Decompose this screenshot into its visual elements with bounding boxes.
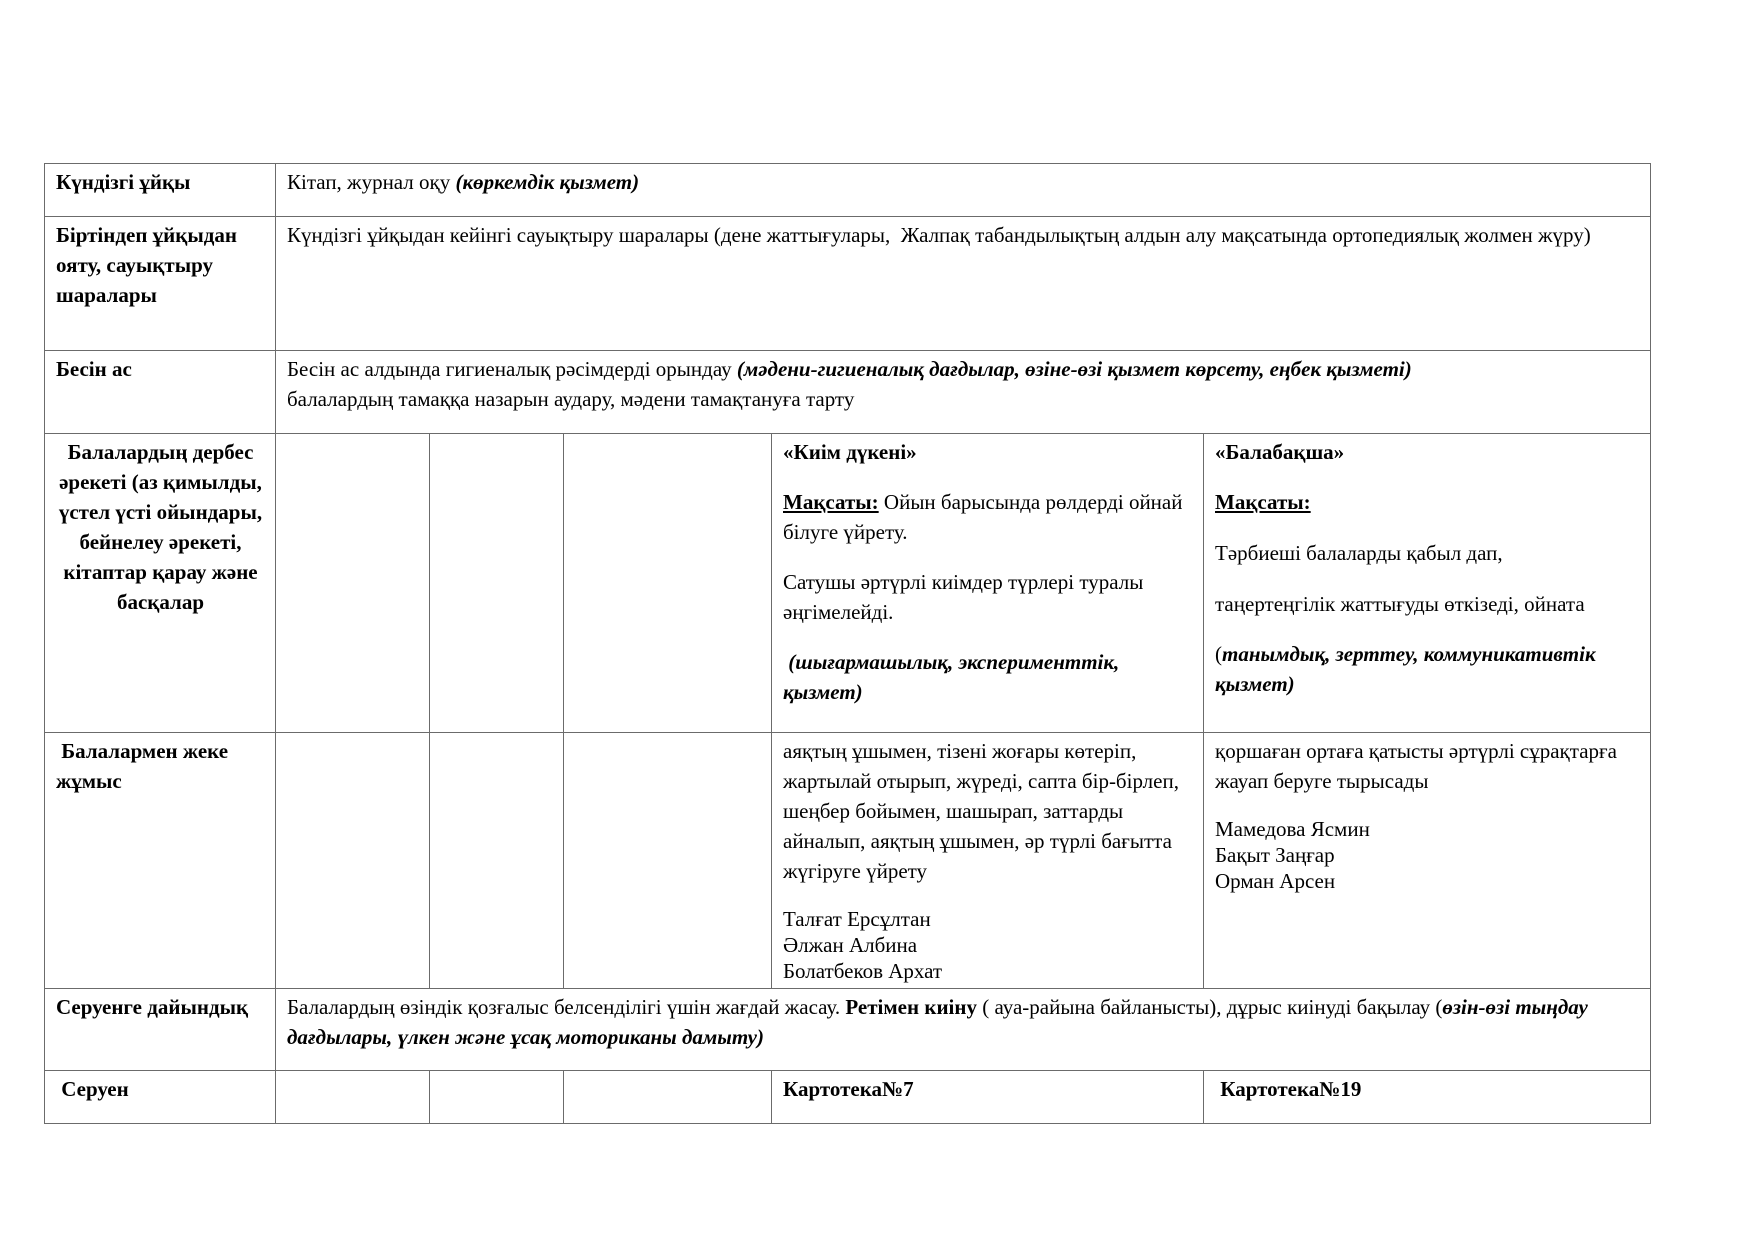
row-label-nap: Күндізгі ұйқы [45, 164, 276, 217]
row-nap [45, 164, 1651, 217]
individual-cell-2 [276, 733, 430, 989]
walk-cell-3 [430, 1071, 564, 1124]
kindergarten-emphasis [1215, 639, 1640, 699]
kindergarten-goal [1215, 487, 1640, 517]
child-name: Әлжан Албина [783, 933, 918, 957]
snack-text: Бесін ас алдында гигиеналық рәсімдерді орындау [287, 357, 737, 381]
independent-cell-5 [772, 434, 1204, 733]
row-independent [45, 434, 1651, 733]
child-name: Бақыт Заңғар [1215, 843, 1335, 867]
row-label-individual: Балалармен жеке жұмыс [45, 733, 276, 989]
individual-cell-5 [772, 733, 1204, 989]
independent-cell-4 [564, 434, 772, 733]
individual-task-2: қоршаған ортаға қатысты әртүрлі сұрақтарға жауап беруге тырысады [1215, 739, 1617, 793]
kindergarten-desc-1: Тәрбиеші балаларды қабыл дап, [1215, 541, 1503, 565]
goal-label: Мақсаты: [783, 490, 879, 514]
prep-text: Балалардың өзіндік қозғалыс белсенділігі үшін жағдай жасау. [287, 995, 846, 1019]
game-title-kindergarten: «Балабақша» [1215, 440, 1345, 464]
row-label-wake: Біртіндеп ұйқыдан ояту, сауықтыру шаралары [45, 217, 276, 351]
snack-emphasis: (мәдени-гигиеналық дағдылар, өзіне-өзі қызмет көрсету, еңбек қызметі) [736, 357, 1412, 381]
name-list-1 [783, 906, 1193, 984]
walk-cell-2 [276, 1071, 430, 1124]
walk-cell-4 [564, 1071, 772, 1124]
row-individual [45, 733, 1651, 989]
game-title-clothing-store: «Киім дүкені» [783, 440, 917, 464]
snack-content [276, 351, 1651, 434]
nap-text: Кітап, журнал оқу [287, 170, 456, 194]
wake-content: Күндізгі ұйқыдан кейінгі сауықтыру шаралары (дене жаттығулары, Жалпақ табандылықтың алдын алу мақсатында ортопедиялық жолмен жүру) [276, 217, 1651, 351]
kindergarten-emph-text: танымдық, зерттеу, коммуникативтік қызмет) [1215, 642, 1596, 696]
prep-text-2: ( ауа-райына байланысты), дұрыс киінуді бақылау ( [976, 995, 1443, 1019]
goal-label: Мақсаты: [1215, 490, 1311, 514]
kindergarten-desc-2: таңертеңгілік жаттығуды өткізеді, ойната [1215, 592, 1585, 616]
independent-cell-3 [430, 434, 564, 733]
individual-cell-4 [564, 733, 772, 989]
individual-task-1: аяқтың ұшымен, тізені жоғары көтеріп, жартылай отырып, жүреді, сапта бір-бірлеп, шеңбер бойымен, шашырап, заттарды айналып, аяқтың ұшымен, әр түрлі бағытта жүгіруге үйрету [783, 739, 1179, 883]
independent-cell-2 [276, 434, 430, 733]
emph-open: ( [1215, 642, 1222, 666]
individual-cell-3 [430, 733, 564, 989]
clothing-store-emphasis: (шығармашылық, эксперименттік, қызмет) [783, 650, 1125, 704]
row-label-walk: Серуен [45, 1071, 276, 1124]
row-snack [45, 351, 1651, 434]
prep-bold: Ретімен киіну [845, 995, 977, 1019]
clothing-store-desc: Сатушы әртүрлі киімдер түрлері туралы әңгімелейді. [783, 570, 1144, 624]
child-name: Болатбеков Архат [783, 959, 943, 983]
name-list-2 [1215, 816, 1640, 894]
row-prep [45, 989, 1651, 1071]
individual-cell-6 [1204, 733, 1651, 989]
prep-emphasis: өзін-өзі тыңдау дағдылары, үлкен және ұсақ моториканы дамыту) [287, 995, 1588, 1049]
walk-card-19: Картотека№19 [1204, 1071, 1651, 1124]
prep-content [276, 989, 1651, 1071]
clothing-store-goal [783, 487, 1193, 547]
independent-cell-6 [1204, 434, 1651, 733]
child-name: Орман Арсен [1215, 869, 1336, 893]
row-label-snack: Бесін ас [45, 351, 276, 434]
row-label-prep: Серуенге дайындық [45, 989, 276, 1071]
row-wake [45, 217, 1651, 351]
child-name: Талғат Ерсұлтан [783, 907, 931, 931]
child-name: Мамедова Ясмин [1215, 817, 1370, 841]
row-walk [45, 1071, 1651, 1124]
row-label-independent: Балалардың дербес әрекеті (аз қимылды, үстел үсті ойындары, бейнелеу әрекеті, кітаптар қарау және басқалар [45, 434, 276, 733]
nap-content [276, 164, 1651, 217]
goal-text: Ойын барысында рөлдерді ойнай білуге үйрету. [783, 490, 1183, 544]
nap-emphasis: (көркемдік қызмет) [455, 170, 640, 194]
walk-card-7: Картотека№7 [772, 1071, 1204, 1124]
snack-text-2: балалардың тамаққа назарын аудару, мәдени тамақтануға тарту [287, 387, 855, 411]
daily-plan-table [44, 163, 1651, 1124]
